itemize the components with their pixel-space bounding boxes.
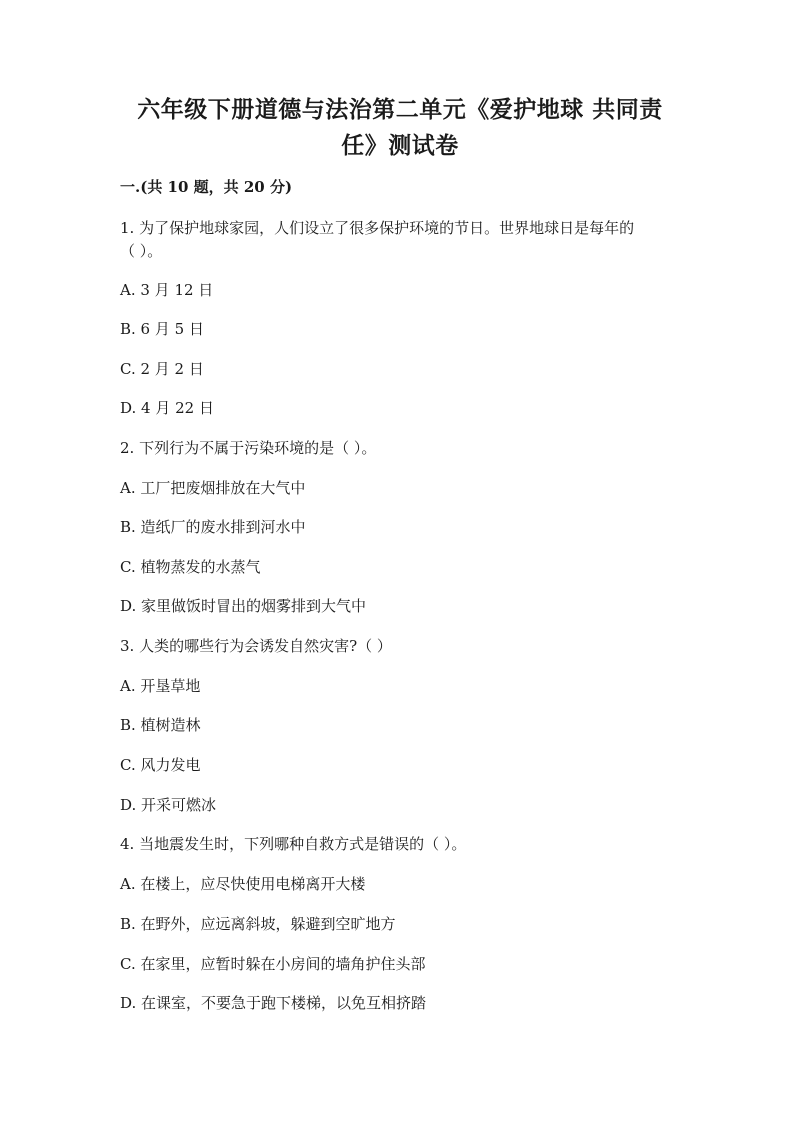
question-2-option-d: D. 家里做饭时冒出的烟雾排到大气中 <box>120 597 367 615</box>
question-4-option-b: B. 在野外，应远离斜坡，躲避到空旷地方 <box>120 915 396 933</box>
question-2-option-a: A. 工厂把废烟排放在大气中 <box>120 479 306 497</box>
question-2-stem: 2. 下列行为不属于污染环境的是（ ）。 <box>120 439 377 457</box>
page-title <box>100 92 700 164</box>
question-4-option-c: C. 在家里，应暂时躲在小房间的墙角护住头部 <box>120 955 426 973</box>
question-3-option-d: D. 开采可燃冰 <box>120 796 217 814</box>
section-heading: 一.(共 10 题，共 20 分) <box>120 178 293 196</box>
question-3-stem: 3. 人类的哪些行为会诱发自然灾害?（ ） <box>120 637 392 655</box>
title-line-2: 任》测试卷 <box>341 132 459 159</box>
question-1-option-a: A. 3 月 12 日 <box>120 281 214 299</box>
title-line-1: 六年级下册道德与法治第二单元《爱护地球 共同责 <box>137 96 663 123</box>
question-3-option-b: B. 植树造林 <box>120 716 201 734</box>
question-1-stem-line-1: 1. 为了保护地球家园，人们设立了很多保护环境的节日。世界地球日是每年的 <box>120 219 635 237</box>
question-4-option-a: A. 在楼上，应尽快使用电梯离开大楼 <box>120 875 366 893</box>
question-1-option-b: B. 6 月 5 日 <box>120 320 204 338</box>
question-2-option-b: B. 造纸厂的废水排到河水中 <box>120 518 306 536</box>
question-3-option-a: A. 开垦草地 <box>120 677 201 695</box>
question-4-stem: 4. 当地震发生时，下列哪种自救方式是错误的（ ）。 <box>120 835 467 853</box>
question-2-option-c: C. 植物蒸发的水蒸气 <box>120 558 261 576</box>
question-4-option-d: D. 在课室，不要急于跑下楼梯，以免互相挤踏 <box>120 994 427 1012</box>
question-1-option-c: C. 2 月 2 日 <box>120 360 204 378</box>
question-1-stem-line-2: （ ）。 <box>120 242 163 260</box>
question-3-option-c: C. 风力发电 <box>120 756 201 774</box>
question-1-option-d: D. 4 月 22 日 <box>120 399 214 417</box>
